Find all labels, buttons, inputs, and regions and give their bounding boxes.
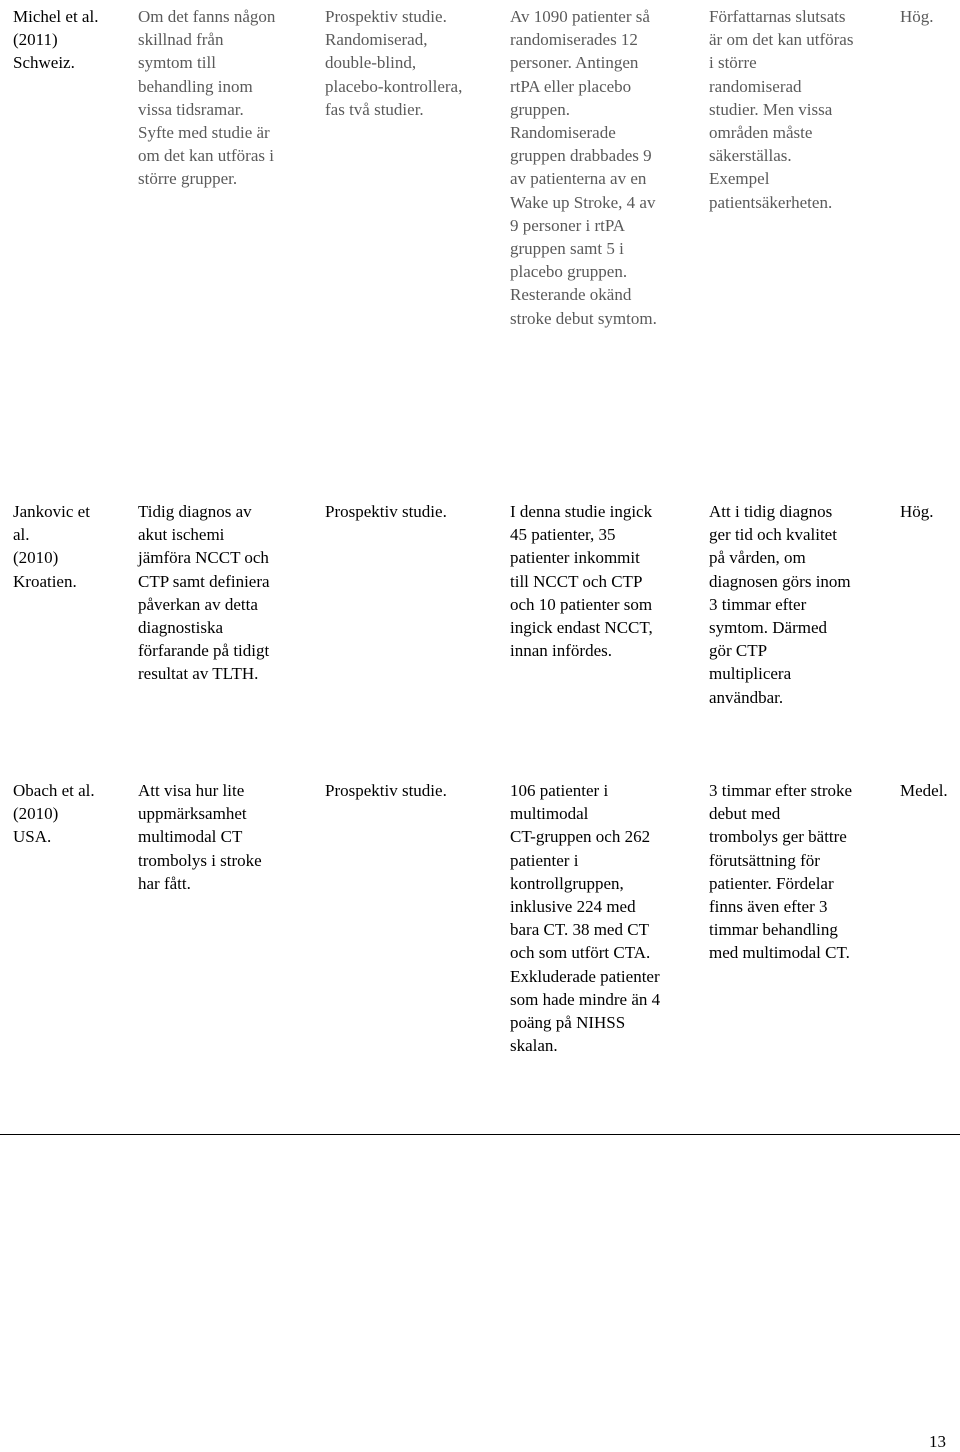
row-3-results: 106 patienter i multimodal CT-gruppen och 262 patienter i kontrollgruppen, inklusive 224 med bara CT. 38 med CT och som utfört CTA. Exkluderade patienter som hade mindre än 4 poäng på NIHSS skalan. [510,781,661,1056]
page-number: 13 [929,1432,946,1451]
row-3-conclusion: 3 timmar efter stroke debut med trombolys ger bättre förutsättning för patienter. Fördelar finns även efter 3 timmar behandling med multimodal CT. [709,781,853,963]
row-2-results: I denna studie ingick 45 patienter, 35 patienter inkommit till NCCT och CTP och 10 patienter som ingick endast NCCT, innan infördes. [510,502,653,661]
row-2-aim: Tidig diagnos av akut ischemi jämföra NCCT och CTP samt definiera påverkan av detta diagnostiska förfarande på tidigt resultat av TLTH. [138,502,270,684]
row-2-design: Prospektiv studie. [325,502,447,521]
row-2-conclusion: Att i tidig diagnos ger tid och kvalitet på vården, om diagnosen görs inom 3 timmar efter symtom. Därmed gör CTP multiplicera användbar. [709,502,851,707]
row-3-design: Prospektiv studie. [325,781,447,800]
row-2-quality: Hög. [900,502,934,521]
row-1-conclusion: Författarnas slutsats är om det kan utföras i större randomiserad studier. Men vissa områden måste säkerställas. Exempel patientsäkerheten. [709,7,854,212]
row-1-aim: Om det fanns någon skillnad från symtom till behandling inom vissa tidsramar. Syfte med studie är om det kan utföras i större grupper. [138,7,276,189]
row-3-aim: Att visa hur lite uppmärksamhet multimodal CT trombolys i stroke har fått. [138,781,262,893]
row-1-quality: Hög. [900,7,934,26]
row-1-results: Av 1090 patienter så randomiserades 12 personer. Antingen rtPA eller placebo gruppen. Randomiserade gruppen drabbades 9 av patienterna av en Wake up Stroke, 4 av 9 personer i rtPA gruppen samt 5 i placebo gruppen. Resterande okänd stroke debut symtom. [510,7,657,328]
row-3-author: Obach et al. (2010) USA. [13,781,95,847]
row-1-design: Prospektiv studie. Randomiserad, double-blind, placebo-kontrollera, fas två studier. [325,7,463,119]
row-2-author: Jankovic et al. (2010) Kroatien. [13,502,90,591]
row-3-quality: Medel. [900,781,948,800]
table-bottom-rule [0,1134,960,1135]
row-1-author: Michel et al. (2011) Schweiz. [13,7,99,73]
